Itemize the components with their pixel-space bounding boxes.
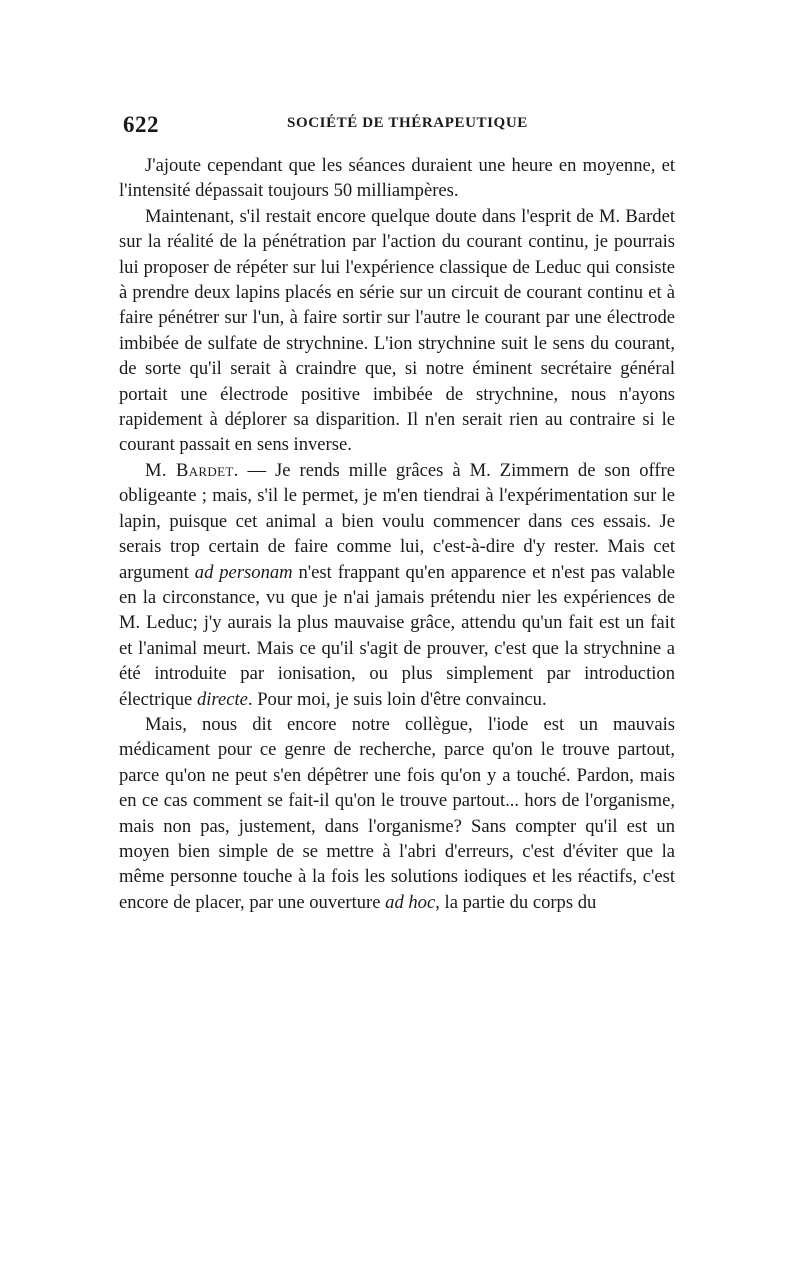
paragraph-3-text-a: — Je rends mille grâces à M. Zimmern de son offre obligeante ; mais, s'il le permet, je m'en tiendrai à l'expérimentation sur le lapin, puisque cet animal a bien voulu commencer dans ces essais. Je serais trop certain de faire comme lui, c'est-à-dire d'y rester. Mais cet argument xyxy=(119,459,675,583)
page-number: 622 xyxy=(123,112,159,137)
paragraph-2 xyxy=(119,204,675,458)
paragraph-4-text-b: , la partie du corps du xyxy=(435,891,597,913)
paragraph-2-text: Maintenant, s'il restait encore quelque doute dans l'esprit de M. Bardet sur la réalité de la pénétration par l'action du courant continu, je pourrais lui proposer de répéter sur lui l'expérience classique de Leduc qui consiste à prendre deux lapins placés en série sur un circuit de courant continu et à faire pénétrer sur l'un, à faire sortir sur l'autre le courant par une électrode imbibée de sulfate de strychnine. L'ion strychnine suit le sens du courant, de sorte qu'il serait à craindre que, si notre éminent secrétaire général portait une électrode positive imbibée de strychnine, nous n'ayons rapidement à déplorer sa disparition. Il n'en serait rien au contraire si le courant passait en sens inverse. xyxy=(119,205,675,456)
paragraph-3-italic-ad-personam: ad personam xyxy=(194,561,293,583)
running-head xyxy=(123,112,675,136)
paragraph-4-italic-ad-hoc: ad hoc xyxy=(385,891,436,913)
paragraph-1-text: J'ajoute cependant que les séances duraient une heure en moyenne, et l'intensité dépassait toujours 50 milliampères. xyxy=(119,155,675,202)
paragraph-3-text-c: . Pour moi, je suis loin d'être convaincu. xyxy=(247,688,547,710)
body-text xyxy=(119,153,675,915)
paragraph-3-text-b: n'est frappant qu'en apparence et n'est pas valable en la circonstance, vu que je n'ai jamais prétendu nier les expériences de M. Leduc; j'y aurais la plus mauvaise grâce, attendu qu'un fait est un fait et l'animal meurt. Mais ce qu'il s'agit de prouver, c'est que la strychnine a été introduite par ionisation, ou plus simplement par introduction électrique xyxy=(119,561,675,710)
speaker-name: M. Bardet. xyxy=(145,459,239,481)
paragraph-1 xyxy=(119,153,675,204)
paragraph-4 xyxy=(119,712,675,915)
paragraph-3-italic-directe: directe xyxy=(196,688,248,710)
running-title: SOCIÉTÉ DE THÉRAPEUTIQUE xyxy=(287,115,528,131)
paragraph-4-text-a: Mais, nous dit encore notre collègue, l'iode est un mauvais médicament pour ce genre de recherche, parce qu'on le trouve partout, parce qu'on ne peut s'en dépêtrer une fois qu'on y a touché. Pardon, mais en ce cas comment se fait-il qu'on le trouve partout... hors de l'organisme, mais non pas, justement, dans l'organisme? Sans compter qu'il est un moyen bien simple de se mettre à l'abri d'erreurs, c'est d'éviter que la même personne touche à la fois les solutions iodiques et les réactifs, c'est encore de placer, par une ouverture xyxy=(119,713,675,913)
paragraph-3 xyxy=(119,458,675,712)
